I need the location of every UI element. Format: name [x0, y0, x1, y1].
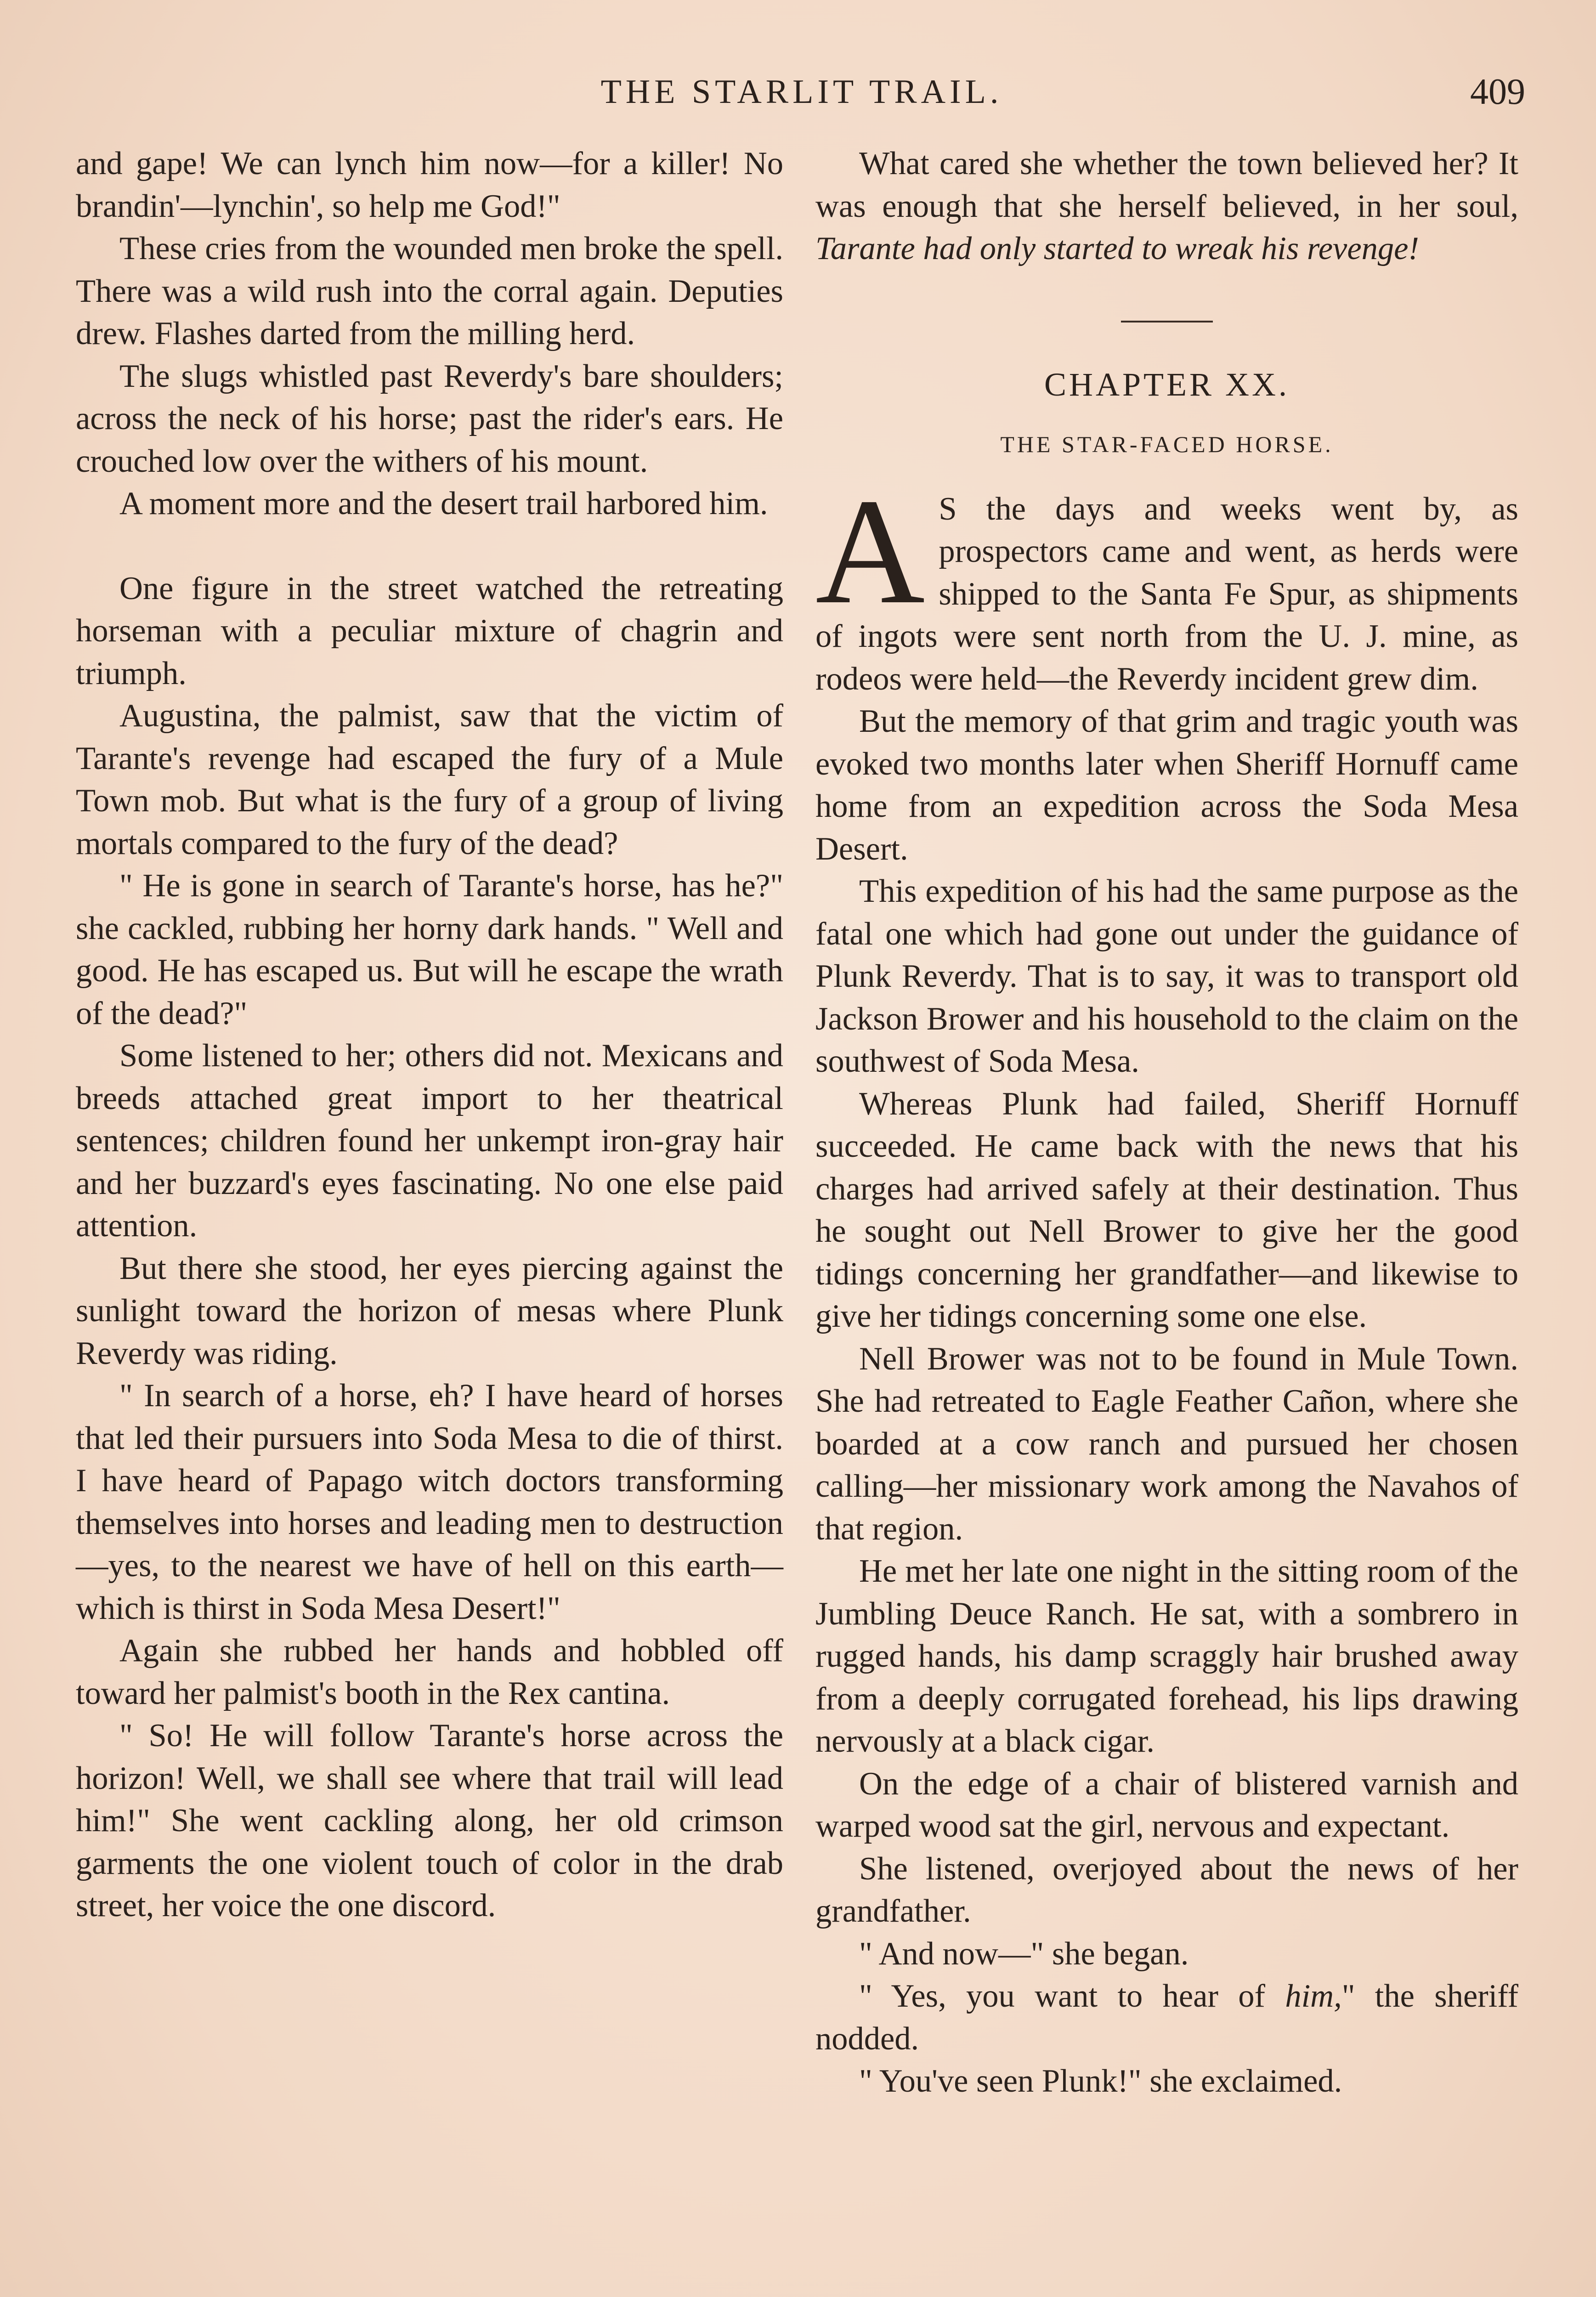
paragraph [815, 467, 1518, 701]
paragraph: Again she rubbed her hands and hobbled off toward her palmist's booth in the Rex cantina. [76, 1633, 783, 1711]
paragraph: Augustina, the palmist, saw that the victim of Tarante's revenge had escaped the fury of a Mule Town mob. But what is the fury of a group of living mortals compared to the fury of the dead? [76, 698, 783, 861]
paragraph: These cries from the wounded men broke the spell. There was a wild rush into the corral again. Deputies drew. Flashes darted from the milling herd. [76, 231, 783, 351]
chapter-subtitle: THE STAR-FACED HORSE. [1000, 431, 1334, 457]
paragraph: and gape! We can lynch him now—for a killer! No brandin'—lynchin', so help me God!" [76, 146, 783, 224]
paragraph-text: " Yes, you want to hear of [859, 1978, 1285, 2014]
running-title: THE STARLIT TRAIL. [600, 73, 1003, 111]
paragraph: " And now—" she began. [859, 1935, 1189, 1972]
page-number: 409 [1470, 72, 1525, 112]
paragraph: But there she stood, her eyes piercing against the sunlight toward the horizon of mesas where Plunk Reverdy was riding. [76, 1250, 783, 1371]
emphasis-text: Tarante had only started to wreak his revenge! [815, 231, 1419, 266]
paragraph-text: " the sheriff nodded. [815, 1978, 1518, 2057]
section-break [76, 525, 783, 567]
chapter-title: CHAPTER XX. [1044, 366, 1290, 403]
paragraph-text: What cared she whether the town believed her? It was enough that she herself believed, in her soul, [815, 146, 1518, 224]
paragraph-text: S the days and weeks went by, as prospectors came and went, as herds were shipped to the Santa Fe Spur, as shipments of ingots were sent north from the U. J. mine, as rodeos were held—the Reverdy incident grew dim. [815, 491, 1518, 697]
paragraph: " In search of a horse, eh? I have heard of horses that led their pursuers into Soda Mesa to die of thirst. I have heard of Papago witch doctors transforming themselves into horses and leading men to destruction—yes, to the nearest we have of hell on this earth—which is thirst in Soda Mesa Desert!" [76, 1378, 783, 1626]
paragraph: Some listened to her; others did not. Mexicans and breeds attached great import to her theatrical sentences; children found her unkempt iron-gray hair and her buzzard's eyes fascinating. No one else paid attention. [76, 1038, 783, 1244]
left-column [76, 142, 783, 1927]
paragraph: " So! He will follow Tarante's horse across the horizon! Well, we shall see where that trail will lead him!" She went cackling along, her old crimson garments the one violent touch of color in the drab street, her voice the one discord. [76, 1718, 783, 1924]
section-divider [1121, 321, 1213, 322]
paragraph: The slugs whistled past Reverdy's bare shoulders; across the neck of his horse; past the rider's ears. He crouched low over the withers of his mount. [76, 358, 783, 479]
paragraph [815, 1975, 1518, 2060]
drop-cap: A [815, 467, 925, 635]
paragraph: " He is gone in search of Tarante's horse, has he?" she cackled, rubbing her horny dark hands. " Well and good. He has escaped us. But will he escape the wrath of the dead?" [76, 868, 783, 1031]
paragraph: This expedition of his had the same purpose as the fatal one which had gone out under the guidance of Plunk Reverdy. That is to say, it was to transport old Jackson Brower and his household to the claim on the southwest of Soda Mesa. [815, 873, 1518, 1079]
right-column [815, 142, 1518, 2103]
paragraph [815, 142, 1518, 270]
paragraph: But the memory of that grim and tragic youth was evoked two months later when Sheriff Hornuff came home from an expedition across the Soda Mesa Desert. [815, 703, 1518, 867]
running-header [78, 64, 1525, 119]
paragraph: A moment more and the desert trail harbored him. [119, 486, 768, 521]
paragraph: One figure in the street watched the retreating horseman with a peculiar mixture of chagrin and triumph. [76, 570, 783, 691]
paragraph: " You've seen Plunk!" she exclaimed. [859, 2063, 1342, 2099]
paragraph: On the edge of a chair of blistered varnish and warped wood sat the girl, nervous and expectant. [815, 1765, 1518, 1844]
paragraph: Whereas Plunk had failed, Sheriff Hornuff succeeded. He came back with the news that his charges had arrived safely at their destination. Thus he sought out Nell Brower to give her the good tidings concerning her grandfather—and likewise to give her tidings concerning some one else. [815, 1086, 1518, 1334]
paragraph: Nell Brower was not to be found in Mule Town. She had retreated to Eagle Feather Cañon, where she boarded at a cow ranch and pursued her chosen calling—her missionary work among the Navahos of that region. [815, 1341, 1518, 1547]
paragraph: He met her late one night in the sitting room of the Jumbling Deuce Ranch. He sat, with a sombrero in rugged hands, his damp scraggly hair brushed away from a deeply corrugated forehead, his lips drawing nervously at a black cigar. [815, 1553, 1518, 1759]
paragraph: She listened, overjoyed about the news of her grandfather. [815, 1850, 1518, 1929]
emphasis-text: him, [1285, 1978, 1342, 2014]
